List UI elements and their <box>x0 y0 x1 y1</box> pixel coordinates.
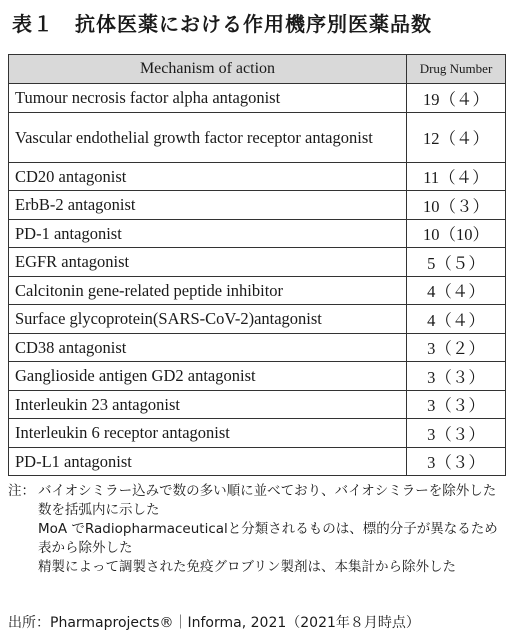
moa-cell: Interleukin 6 receptor antagonist <box>9 419 407 448</box>
table-header-row <box>9 55 506 84</box>
moa-cell: CD38 antagonist <box>9 333 407 362</box>
count-cell: 10（10） <box>407 219 506 248</box>
column-header-moa: Mechanism of action <box>9 55 407 84</box>
drug-table <box>8 54 506 476</box>
count-cell: 3（３） <box>407 447 506 476</box>
count-cell: 10（３） <box>407 191 506 220</box>
count-cell: 4（４） <box>407 305 506 334</box>
table-row <box>9 305 506 334</box>
table-row <box>9 276 506 305</box>
source-citation: 出所：Pharmaprojects®｜Informa, 2021（2021年８月時点） <box>8 615 420 631</box>
count-cell: 3（３） <box>407 390 506 419</box>
note-prefix: 注： <box>8 483 35 499</box>
table-row <box>9 333 506 362</box>
moa-cell: Ganglioside antigen GD2 antagonist <box>9 362 407 391</box>
moa-cell: Vascular endothelial growth factor receptor antagonist <box>9 112 407 162</box>
table-row <box>9 419 506 448</box>
moa-cell: CD20 antagonist <box>9 162 407 191</box>
note-text: バイオシミラー込みで数の多い順に並べており、バイオシミラーを除外した数を括弧内に示した <box>38 483 497 518</box>
table-row <box>9 191 506 220</box>
count-cell: 5（５） <box>407 248 506 277</box>
moa-cell: Surface glycoprotein(SARS-CoV-2)antagonist <box>9 305 407 334</box>
count-cell: 3（３） <box>407 419 506 448</box>
table-row <box>9 362 506 391</box>
moa-cell: Interleukin 23 antagonist <box>9 390 407 419</box>
table-row <box>9 390 506 419</box>
count-cell: 3（３） <box>407 362 506 391</box>
note-row <box>8 482 508 520</box>
count-cell: 4（４） <box>407 276 506 305</box>
count-cell: 3（２） <box>407 333 506 362</box>
column-header-drug-number: Drug Number <box>407 55 506 84</box>
notes <box>8 482 508 577</box>
note-text: MoA でRadiopharmaceuticalと分類されるものは、標的分子が異なるため表から除外した <box>38 521 498 556</box>
moa-cell: PD-L1 antagonist <box>9 447 407 476</box>
count-cell: 11（４） <box>407 162 506 191</box>
table-row <box>9 84 506 113</box>
table-row <box>9 162 506 191</box>
table-row <box>9 219 506 248</box>
moa-cell: Calcitonin gene-related peptide inhibitor <box>9 276 407 305</box>
count-cell: 12（４） <box>407 112 506 162</box>
table-row <box>9 447 506 476</box>
moa-cell: EGFR antagonist <box>9 248 407 277</box>
moa-cell: Tumour necrosis factor alpha antagonist <box>9 84 407 113</box>
count-cell: 19（４） <box>407 84 506 113</box>
table-row <box>9 112 506 162</box>
table-title: 表１ 抗体医薬における作用機序別医薬品数 <box>12 12 432 36</box>
note-text: 精製によって調製された免疫グロブリン製剤は、本集計から除外した <box>38 559 456 575</box>
moa-cell: PD-1 antagonist <box>9 219 407 248</box>
table-row <box>9 248 506 277</box>
moa-cell: ErbB-2 antagonist <box>9 191 407 220</box>
